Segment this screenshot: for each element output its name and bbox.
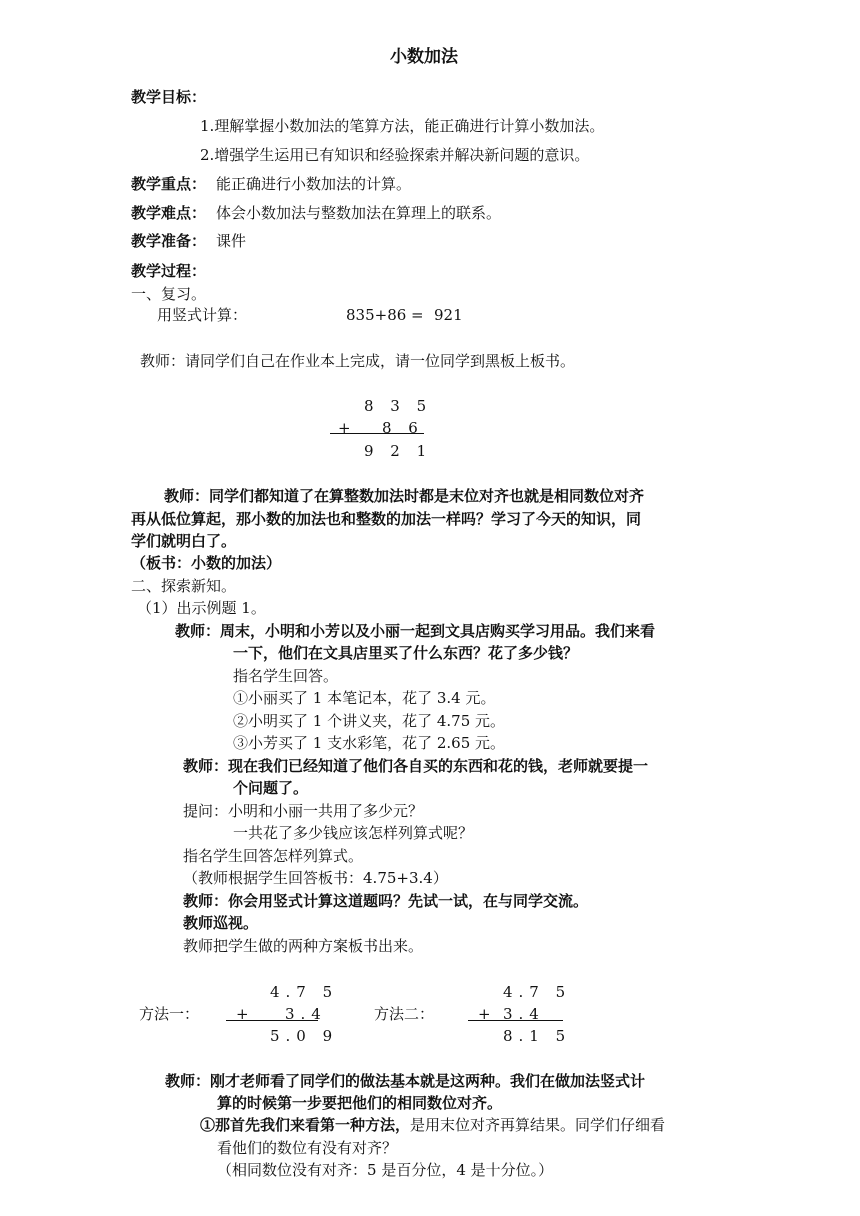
method2-top: 4.7 5: [503, 983, 572, 1001]
method1-op: +: [236, 1005, 249, 1023]
method2-bottom: 3.4: [503, 1005, 545, 1023]
review-heading: 一、复习。: [131, 285, 207, 303]
key-point-text: 能正确进行小数加法的计算。: [216, 175, 412, 193]
two-methods-line: 教师把学生做的两种方案板书出来。: [183, 937, 424, 955]
difficulty-text: 体会小数加法与整数加法在算理上的联系。: [216, 204, 502, 222]
method2-result: 8.1 5: [503, 1027, 572, 1045]
note-line: （相同数位没有对齐：5 是百分位，4 是十分位。）: [217, 1161, 554, 1179]
teacher-para-line3: 学们就明白了。: [131, 532, 237, 550]
example-label: （1）出示例题 1。: [137, 599, 266, 617]
goal-item-2: 2.增强学生运用已有知识和经验探索并解决新问题的意识。: [200, 146, 590, 164]
vertical-op: +: [338, 419, 351, 437]
teacher-para-line2: 再从低位算起，那小数的加法也和整数的加法一样吗？学习了今天的知识，同: [131, 510, 642, 528]
goal-item-1: 1.理解掌握小数加法的笔算方法，能正确进行计算小数加法。: [200, 117, 605, 135]
board-formula: （教师根据学生回答板书：4.75+3.4）: [183, 869, 448, 887]
method2-op: +: [478, 1005, 491, 1023]
patrol-line: 教师巡视。: [183, 914, 259, 932]
calc-label: 用竖式计算：: [157, 306, 248, 324]
method2-underline: [468, 1020, 563, 1021]
teacher-t4-line1: 教师：刚才老师看了同学们的做法基本就是这两种。我们在做加法竖式计: [165, 1072, 646, 1090]
method1-label: 方法一：: [139, 1005, 200, 1023]
vertical-underline: [330, 433, 424, 434]
prep-text: 课件: [216, 232, 247, 250]
answer-2: ②小明买了 1 个讲义夹，花了 4.75 元。: [233, 712, 506, 730]
process-label: 教学过程：: [131, 262, 207, 280]
method1-top: 4.7 5: [270, 983, 339, 1001]
teacher-t2-line2: 个问题了。: [233, 779, 309, 797]
calc-expr: 835+86 =: [346, 306, 424, 324]
question-2: 一共花了多少钱应该怎样列算式呢？: [233, 824, 474, 842]
method1-bottom: 3.4: [285, 1005, 327, 1023]
instruct-line: 指名学生回答怎样列算式。: [183, 847, 364, 865]
first-method-line2: 看他们的数位有没有对齐？: [217, 1139, 398, 1157]
first-method-bold: ①那首先我们来看第一种方法，: [200, 1116, 411, 1134]
teacher-t3: 教师：你会用竖式计算这道题吗？先试一试，在与同学交流。: [183, 892, 589, 910]
board-note: （板书：小数的加法）: [131, 554, 282, 572]
vertical-top: 8 3 5: [364, 397, 433, 415]
first-method-rest: 是用末位对齐再算结果。同学们仔细看: [410, 1116, 666, 1134]
calc-result: 921: [434, 306, 463, 324]
answer-1: ①小丽买了 1 本笔记本，花了 3.4 元。: [233, 689, 496, 707]
method1-result: 5.0 9: [270, 1027, 339, 1045]
vertical-result: 9 2 1: [364, 442, 433, 460]
teacher-t4-line2: 算的时候第一步要把他们的相同数位对齐。: [217, 1094, 503, 1112]
question-1: 提问：小明和小丽一共用了多少元？: [183, 802, 424, 820]
teacher-t2-line1: 教师：现在我们已经知道了他们各自买的东西和花的钱，老师就要提一: [183, 757, 649, 775]
first-method-line: [200, 1115, 665, 1135]
answer-3: ③小芳买了 1 支水彩笔，花了 2.65 元。: [233, 734, 506, 752]
page-title: 小数加法: [390, 47, 458, 67]
answer-prompt: 指名学生回答。: [233, 667, 339, 685]
key-point-label: 教学重点：: [131, 175, 207, 193]
prep-label: 教学准备：: [131, 232, 207, 250]
teacher-para-line1: 教师：同学们都知道了在算整数加法时都是末位对齐也就是相同数位对齐: [164, 487, 645, 505]
vertical-bottom: 8 6: [382, 419, 424, 437]
explore-heading: 二、探索新知。: [131, 577, 237, 595]
method2-label: 方法二：: [374, 1005, 435, 1023]
method1-underline: [226, 1020, 318, 1021]
goals-label: 教学目标：: [131, 88, 207, 106]
teacher-t1-line1: 教师：周末，小明和小芳以及小丽一起到文具店购买学习用品。我们来看: [175, 622, 656, 640]
difficulty-label: 教学难点：: [131, 204, 207, 222]
teacher-t1-line2: 一下，他们在文具店里买了什么东西？花了多少钱？: [233, 644, 579, 662]
teacher-line-1: 教师：请同学们自己在作业本上完成，请一位同学到黑板上板书。: [140, 352, 576, 370]
